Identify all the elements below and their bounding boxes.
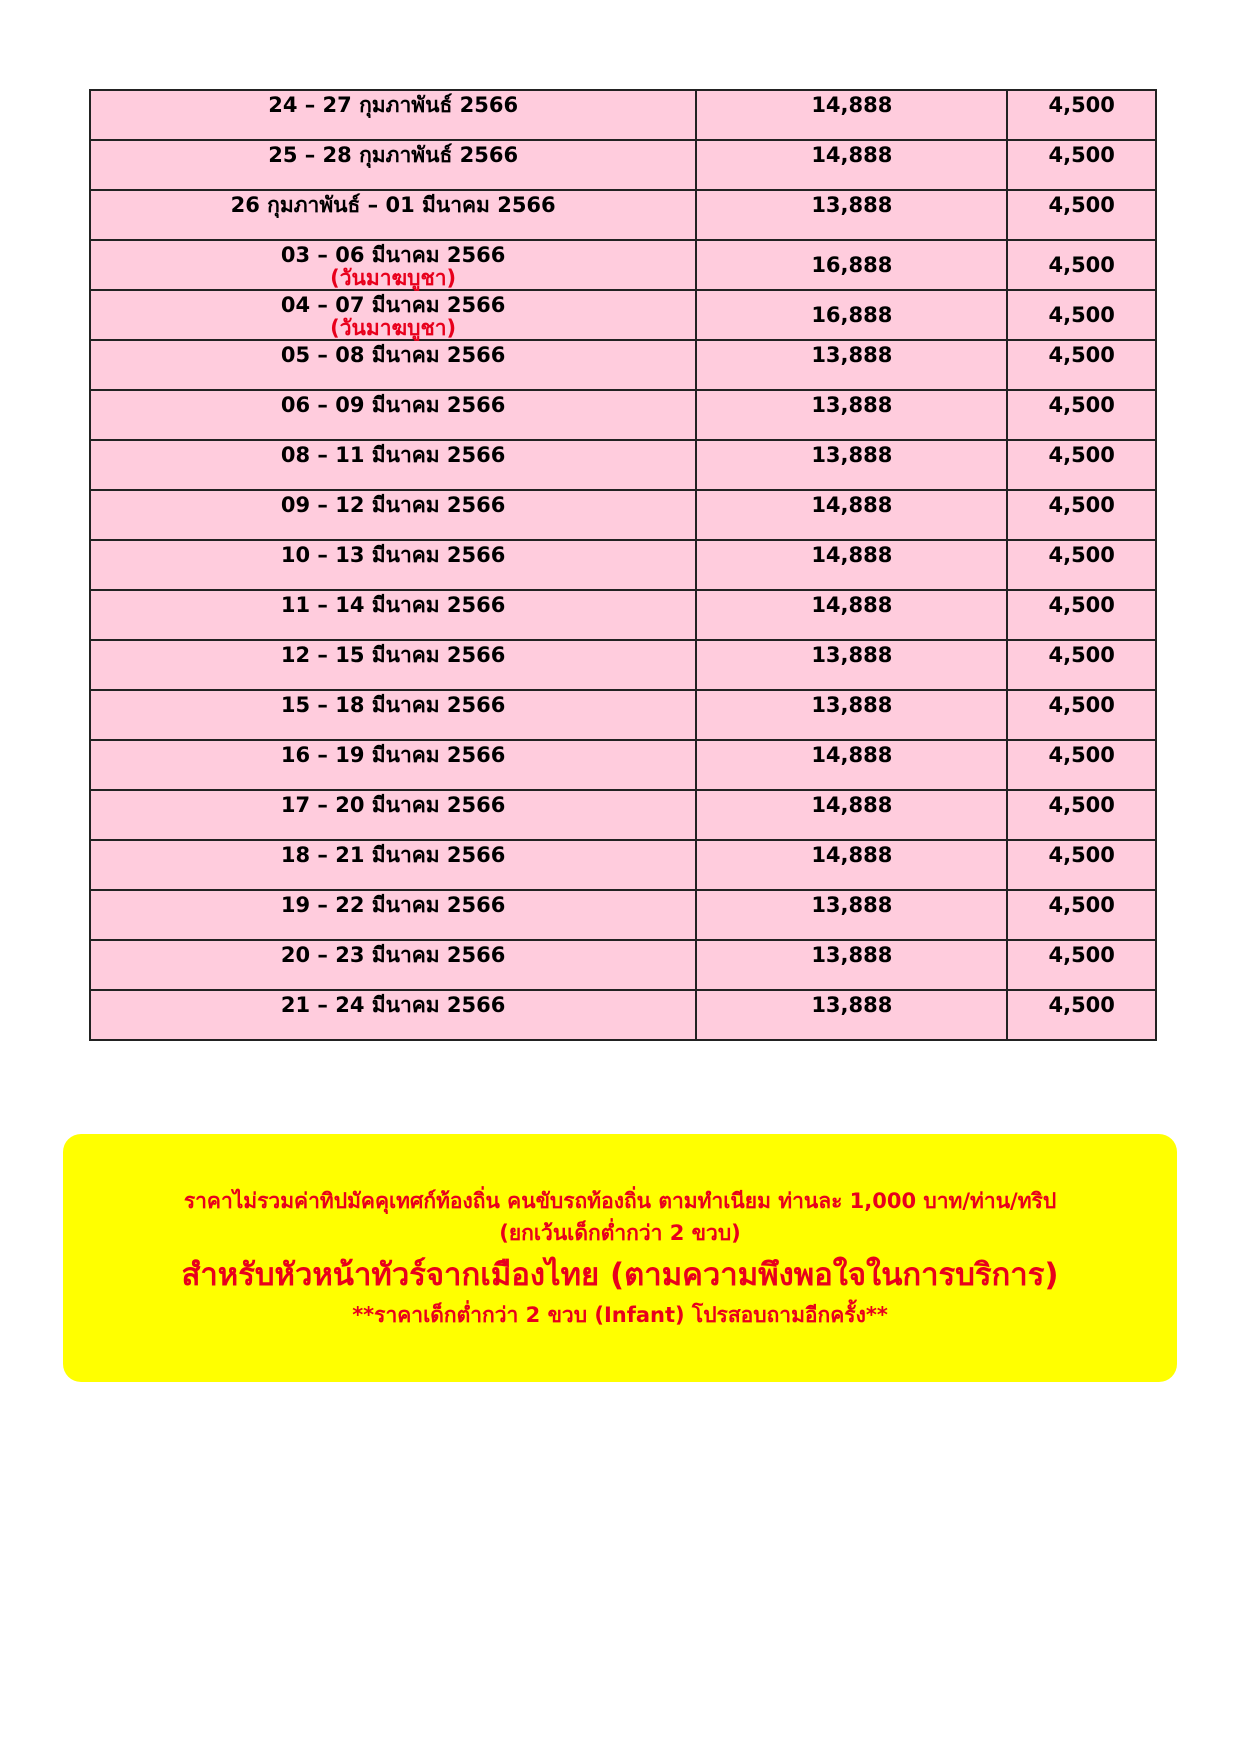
single-supplement-cell: 4,500 xyxy=(1007,490,1156,540)
single-supplement-cell: 4,500 xyxy=(1007,340,1156,390)
table-row xyxy=(90,940,1156,990)
tip-notice-box xyxy=(63,1134,1177,1382)
table-row xyxy=(90,490,1156,540)
travel-date-cell: 18 – 21 มีนาคม 2566 xyxy=(90,840,696,890)
price-cell: 16,888 xyxy=(696,290,1007,340)
price-cell: 14,888 xyxy=(696,540,1007,590)
price-cell: 14,888 xyxy=(696,840,1007,890)
table-row xyxy=(90,790,1156,840)
table-row xyxy=(90,640,1156,690)
price-cell: 13,888 xyxy=(696,340,1007,390)
travel-date-cell: 08 – 11 มีนาคม 2566 xyxy=(90,440,696,490)
price-cell: 14,888 xyxy=(696,790,1007,840)
travel-date-cell: 15 – 18 มีนาคม 2566 xyxy=(90,690,696,740)
travel-date-cell: 19 – 22 มีนาคม 2566 xyxy=(90,890,696,940)
single-supplement-cell: 4,500 xyxy=(1007,840,1156,890)
holiday-note: (วันมาฆบูชา) xyxy=(330,316,457,340)
single-supplement-cell: 4,500 xyxy=(1007,90,1156,140)
table-row xyxy=(90,590,1156,640)
single-supplement-cell: 4,500 xyxy=(1007,540,1156,590)
price-cell: 13,888 xyxy=(696,390,1007,440)
table-row xyxy=(90,890,1156,940)
price-cell: 13,888 xyxy=(696,990,1007,1040)
travel-date-cell xyxy=(90,290,696,340)
table-row xyxy=(90,340,1156,390)
single-supplement-cell: 4,500 xyxy=(1007,990,1156,1040)
travel-date-cell: 09 – 12 มีนาคม 2566 xyxy=(90,490,696,540)
price-cell: 13,888 xyxy=(696,940,1007,990)
price-cell: 13,888 xyxy=(696,190,1007,240)
price-cell: 13,888 xyxy=(696,690,1007,740)
travel-date-cell: 17 – 20 มีนาคม 2566 xyxy=(90,790,696,840)
tour-price-table xyxy=(89,89,1157,1041)
price-cell: 14,888 xyxy=(696,590,1007,640)
table-row xyxy=(90,690,1156,740)
single-supplement-cell: 4,500 xyxy=(1007,740,1156,790)
single-supplement-cell: 4,500 xyxy=(1007,590,1156,640)
price-cell: 14,888 xyxy=(696,740,1007,790)
single-supplement-cell: 4,500 xyxy=(1007,290,1156,340)
travel-date-cell: 24 – 27 กุมภาพันธ์ 2566 xyxy=(90,90,696,140)
single-supplement-cell: 4,500 xyxy=(1007,190,1156,240)
tip-notice-text: ราคาไม่รวมค่าทิปมัคคุเทศก์ท้องถิ่น คนขับรถท้องถิ่น ตามทำเนียม ท่านละ 1,000 บาท/ท่าน/ทริป xyxy=(183,1189,1057,1213)
price-table-body xyxy=(90,90,1156,1040)
table-row xyxy=(90,140,1156,190)
single-supplement-cell: 4,500 xyxy=(1007,390,1156,440)
table-row xyxy=(90,390,1156,440)
travel-date-cell: 26 กุมภาพันธ์ – 01 มีนาคม 2566 xyxy=(90,190,696,240)
table-row xyxy=(90,840,1156,890)
travel-date-cell: 21 – 24 มีนาคม 2566 xyxy=(90,990,696,1040)
price-cell: 13,888 xyxy=(696,440,1007,490)
price-cell: 13,888 xyxy=(696,640,1007,690)
travel-date-cell: 10 – 13 มีนาคม 2566 xyxy=(90,540,696,590)
single-supplement-cell: 4,500 xyxy=(1007,440,1156,490)
price-cell: 16,888 xyxy=(696,240,1007,290)
table-row xyxy=(90,240,1156,290)
single-supplement-cell: 4,500 xyxy=(1007,240,1156,290)
travel-date-cell: 12 – 15 มีนาคม 2566 xyxy=(90,640,696,690)
tip-exception-text: (ยกเว้นเด็กต่ำกว่า 2 ขวบ) xyxy=(499,1221,741,1245)
single-supplement-cell: 4,500 xyxy=(1007,940,1156,990)
table-row xyxy=(90,990,1156,1040)
travel-date-text: 03 – 06 มีนาคม 2566 xyxy=(280,243,506,267)
single-supplement-cell: 4,500 xyxy=(1007,690,1156,740)
price-cell: 13,888 xyxy=(696,890,1007,940)
single-supplement-cell: 4,500 xyxy=(1007,640,1156,690)
table-row xyxy=(90,440,1156,490)
table-row xyxy=(90,190,1156,240)
infant-price-note: **ราคาเด็กต่ำกว่า 2 ขวบ (Infant) โปรสอบถามอีกครั้ง** xyxy=(352,1303,888,1327)
travel-date-cell: 25 – 28 กุมภาพันธ์ 2566 xyxy=(90,140,696,190)
travel-date-cell: 11 – 14 มีนาคม 2566 xyxy=(90,590,696,640)
price-cell: 14,888 xyxy=(696,90,1007,140)
table-row xyxy=(90,740,1156,790)
table-row xyxy=(90,290,1156,340)
holiday-note: (วันมาฆบูชา) xyxy=(330,266,457,290)
travel-date-cell: 06 – 09 มีนาคม 2566 xyxy=(90,390,696,440)
travel-date-cell: 20 – 23 มีนาคม 2566 xyxy=(90,940,696,990)
travel-date-cell: 05 – 08 มีนาคม 2566 xyxy=(90,340,696,390)
table-row xyxy=(90,90,1156,140)
price-cell: 14,888 xyxy=(696,490,1007,540)
single-supplement-cell: 4,500 xyxy=(1007,790,1156,840)
table-row xyxy=(90,540,1156,590)
travel-date-text: 04 – 07 มีนาคม 2566 xyxy=(280,293,506,317)
travel-date-cell xyxy=(90,240,696,290)
single-supplement-cell: 4,500 xyxy=(1007,890,1156,940)
travel-date-cell: 16 – 19 มีนาคม 2566 xyxy=(90,740,696,790)
tour-leader-tip-text: สำหรับหัวหน้าทัวร์จากเมืองไทย (ตามความพึงพอใจในการบริการ) xyxy=(181,1257,1059,1293)
single-supplement-cell: 4,500 xyxy=(1007,140,1156,190)
price-cell: 14,888 xyxy=(696,140,1007,190)
